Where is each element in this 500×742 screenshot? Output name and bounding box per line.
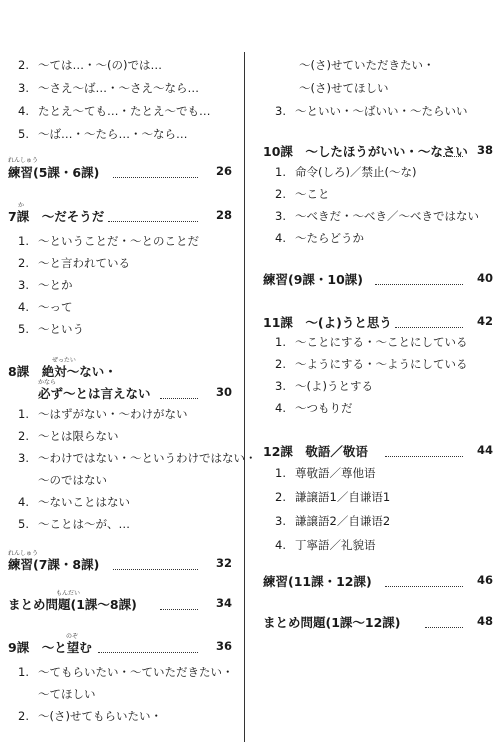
furigana: か	[18, 202, 25, 209]
list-item: 2. 謙譲語1／自谦语1	[275, 490, 391, 504]
leader-dots	[160, 608, 198, 610]
list-item: 2. ～と言われている	[18, 256, 130, 270]
furigana: のぞ	[66, 633, 79, 640]
page-number: 44	[476, 443, 493, 457]
list-item: 3. ～といい・～ばいい・～たらいい	[275, 104, 468, 118]
column-divider	[244, 52, 245, 742]
list-item: 3. ～わけではない・～というわけではない・	[18, 451, 257, 465]
list-item: 5. ～ば…・～たら…・～なら…	[18, 127, 188, 141]
furigana: れんしゅう	[8, 157, 39, 164]
list-item: 4. ～たらどうか	[275, 231, 364, 245]
list-item: ～(さ)せていただきたい・	[299, 58, 435, 72]
lesson-heading[interactable]: 8課 絶対～ない・	[8, 364, 117, 379]
list-item: 2. ～(さ)せてもらいたい・	[18, 709, 162, 723]
lesson-heading-continued: 必ず～とは言えない	[38, 386, 151, 401]
list-item: 3. ～さえ～ば…・～さえ～なら…	[18, 81, 199, 95]
list-item: 1. ～てもらいたい・～ていただきたい・	[18, 665, 234, 679]
leader-dots	[113, 568, 198, 570]
leader-dots	[108, 220, 198, 222]
list-item: 1. ～ことにする・～ことにしている	[275, 335, 468, 349]
list-item: 3. ～とか	[18, 278, 73, 292]
section-heading[interactable]: 練習(7課・8課)	[8, 557, 100, 572]
furigana: かなら	[38, 379, 57, 386]
list-item: 4. ～ないことはない	[18, 495, 130, 509]
furigana: れんしゅう	[8, 550, 39, 557]
list-item: 2. ～こと	[275, 187, 330, 201]
page-number: 30	[215, 385, 232, 399]
leader-dots	[113, 176, 198, 178]
page-number: 38	[476, 143, 493, 157]
list-item: 1. 命令(しろ)／禁止(～な)	[275, 165, 417, 179]
section-heading[interactable]: 練習(11課・12課)	[263, 574, 372, 589]
list-item: 5. ～という	[18, 322, 84, 336]
list-item: 4. ～って	[18, 300, 73, 314]
page-number: 48	[476, 614, 493, 628]
leader-dots	[443, 155, 463, 157]
list-item: ～てほしい	[38, 687, 96, 701]
section-heading[interactable]: まとめ問題(1課～12課)	[263, 615, 401, 630]
list-item: 2. ～ては…・～(の)では…	[18, 58, 162, 72]
page-number: 26	[215, 164, 232, 178]
page-number: 46	[476, 573, 493, 587]
list-item: ～のではない	[38, 473, 107, 487]
list-item: 4. ～つもりだ	[275, 401, 353, 415]
list-item: 4. 丁寧語／礼貌语	[275, 538, 376, 552]
section-heading[interactable]: 練習(9課・10課)	[263, 272, 364, 287]
leader-dots	[375, 283, 463, 285]
page-number: 36	[215, 639, 232, 653]
lesson-heading[interactable]: 9課 ～と望む	[8, 640, 92, 655]
leader-dots	[385, 585, 463, 587]
lesson-heading[interactable]: 7課 ～だそうだ	[8, 209, 105, 224]
leader-dots	[395, 326, 463, 328]
list-item: 1. 尊敬語／尊他语	[275, 466, 376, 480]
list-item: 1. ～ということだ・～とのことだ	[18, 234, 199, 248]
leader-dots	[160, 397, 198, 399]
leader-dots	[385, 455, 463, 457]
leader-dots	[98, 651, 198, 653]
list-item: 1. ～はずがない・～わけがない	[18, 407, 188, 421]
list-item: ～(さ)せてほしい	[299, 81, 389, 95]
list-item: 3. ～べきだ・～べき／～べきではない	[275, 209, 479, 223]
section-heading[interactable]: 練習(5課・6課)	[8, 165, 100, 180]
list-item: 3. 謙譲語2／自谦语2	[275, 514, 391, 528]
page-number: 32	[215, 556, 232, 570]
list-item: 2. ～ようにする・～ようにしている	[275, 357, 468, 371]
furigana: もんだい	[56, 590, 81, 597]
lesson-heading[interactable]: 11課 ～(よ)うと思う	[263, 315, 392, 330]
page-number: 28	[215, 208, 232, 222]
list-item: 4. たとえ～ても…・たとえ～でも…	[18, 104, 211, 118]
page-number: 34	[215, 596, 232, 610]
page-number: 40	[476, 271, 493, 285]
furigana: ぜったい	[52, 357, 76, 364]
lesson-heading[interactable]: 12課 敬語／敬语	[263, 444, 368, 459]
list-item: 3. ～(よ)うとする	[275, 379, 373, 393]
leader-dots	[425, 626, 463, 628]
list-item: 5. ～ことは～が、…	[18, 517, 130, 531]
section-heading[interactable]: まとめ問題(1課～8課)	[8, 597, 137, 612]
list-item: 2. ～とは限らない	[18, 429, 119, 443]
lesson-heading[interactable]: 10課 ～したほうがいい・～なさい	[263, 144, 468, 159]
page-number: 42	[476, 314, 493, 328]
